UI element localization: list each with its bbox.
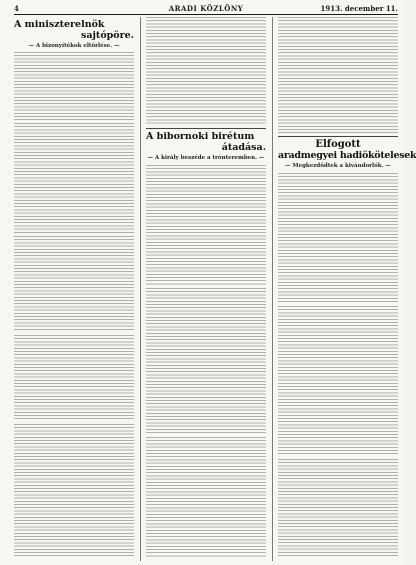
masthead: ARADI KÖZLÖNY bbox=[168, 4, 244, 13]
article-body bbox=[278, 459, 398, 558]
headline-line: A miniszterelnök bbox=[14, 19, 105, 30]
article-body bbox=[146, 288, 266, 434]
headline-line: Elfogott bbox=[315, 139, 361, 150]
article-body bbox=[14, 335, 134, 421]
page-number: 4 bbox=[14, 4, 19, 13]
article-separator bbox=[146, 128, 266, 129]
column-divider bbox=[272, 17, 273, 561]
column-middle bbox=[146, 17, 266, 561]
article-body bbox=[278, 173, 398, 303]
article-body bbox=[14, 123, 134, 233]
issue-date: 1913. december 11. bbox=[320, 4, 398, 13]
article-subtitle: — A király beszéde a trónteremben. — bbox=[147, 155, 265, 161]
column-divider bbox=[140, 17, 141, 561]
article-body bbox=[14, 424, 134, 558]
article-subtitle: — A bizonyítékok eltörlése. — bbox=[28, 43, 120, 49]
article-subtitle: — Megkezdődtek a kivándorlók. — bbox=[285, 163, 391, 169]
article-body bbox=[146, 437, 266, 558]
headline-line: sajtópöre. bbox=[80, 30, 134, 41]
article-separator bbox=[278, 136, 398, 137]
article-body bbox=[14, 52, 134, 120]
article-body bbox=[278, 17, 398, 133]
article-body bbox=[278, 306, 398, 456]
column-left bbox=[14, 17, 134, 561]
headline-line: átadása. bbox=[221, 142, 266, 153]
article-body bbox=[146, 17, 266, 125]
column-right bbox=[278, 17, 416, 561]
headline-line: aradmegyei hadiökötelesek bbox=[278, 150, 416, 161]
headline-line: A bibornoki birétum bbox=[146, 131, 255, 142]
article-body bbox=[14, 236, 134, 332]
page-header bbox=[14, 4, 398, 13]
article-body bbox=[146, 165, 266, 285]
header-rule bbox=[14, 14, 398, 15]
